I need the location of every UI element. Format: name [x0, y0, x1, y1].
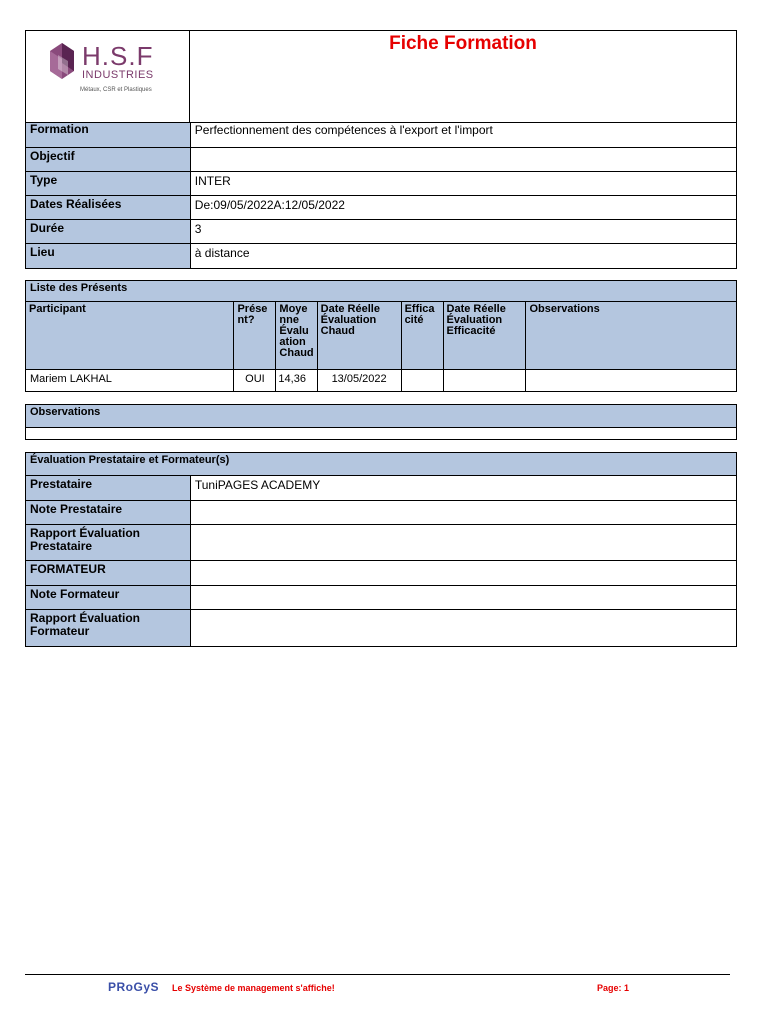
footer-page-number: Page: 1	[597, 983, 630, 993]
presents-section-title: Liste des Présents	[25, 280, 737, 302]
logo-subtitle: INDUSTRIES	[82, 69, 154, 81]
present-cell: OUI	[234, 370, 276, 392]
column-header: Date Réelle Évaluation Chaud	[317, 302, 401, 370]
row-label: Formation	[26, 123, 191, 148]
observations-value	[25, 427, 737, 440]
evaluation-row	[26, 501, 737, 525]
evaluation-row	[26, 525, 737, 561]
row-label: Lieu	[26, 244, 191, 269]
presents-table	[25, 301, 737, 392]
evaluation-table	[25, 475, 737, 647]
row-label: Durée	[26, 220, 191, 244]
formation-table	[25, 122, 737, 269]
row-value: TuniPAGES ACADEMY	[190, 476, 736, 501]
row-label: Rapport Évaluation Formateur	[26, 610, 191, 647]
footer-message: Le Système de management s'affiche!	[172, 983, 335, 993]
participant-cell: Mariem LAKHAL	[26, 370, 234, 392]
formation-row	[26, 196, 737, 220]
column-header: Observations	[526, 302, 737, 370]
row-label: Note Prestataire	[26, 501, 191, 525]
footer-divider	[25, 974, 730, 975]
row-value	[190, 501, 736, 525]
row-value	[190, 148, 736, 172]
date-efficacite-cell	[443, 370, 526, 392]
column-header: Participant	[26, 302, 234, 370]
formation-row	[26, 220, 737, 244]
moyenne-cell: 14,36	[276, 370, 317, 392]
page-title: Fiche Formation	[389, 33, 537, 54]
evaluation-row	[26, 476, 737, 501]
header-title-cell	[189, 30, 737, 123]
formation-row	[26, 244, 737, 269]
column-header: Date Réelle Évaluation Efficacité	[443, 302, 526, 370]
row-value: Perfectionnement des compétences à l'export et l'import	[190, 123, 736, 148]
row-value	[190, 525, 736, 561]
row-value: 3	[190, 220, 736, 244]
presents-header-row	[26, 302, 737, 370]
row-value: De:09/05/2022A:12/05/2022	[190, 196, 736, 220]
row-label: Objectif	[26, 148, 191, 172]
row-value: INTER	[190, 172, 736, 196]
column-header: Prése nt?	[234, 302, 276, 370]
row-value	[190, 561, 736, 586]
logo-tagline: Métaux, CSR et Plastiques	[80, 87, 152, 93]
evaluation-section-title: Évaluation Prestataire et Formateur(s)	[25, 452, 737, 476]
column-header: Effica cité	[401, 302, 443, 370]
efficacite-cell	[401, 370, 443, 392]
row-value: à distance	[190, 244, 736, 269]
formation-row	[26, 148, 737, 172]
row-label: Type	[26, 172, 191, 196]
evaluation-row	[26, 610, 737, 647]
column-header: Moye nne Évalu ation Chaud	[276, 302, 317, 370]
row-label: FORMATEUR	[26, 561, 191, 586]
row-label: Dates Réalisées	[26, 196, 191, 220]
date-chaud-cell: 13/05/2022	[317, 370, 401, 392]
observations-cell	[526, 370, 737, 392]
formation-row	[26, 123, 737, 148]
row-label: Prestataire	[26, 476, 191, 501]
row-label: Note Formateur	[26, 586, 191, 610]
logo-name: H.S.F	[82, 41, 154, 71]
header-logo-cell	[25, 30, 190, 123]
footer-brand: PRoGyS	[108, 980, 160, 994]
table-row	[26, 370, 737, 392]
row-value	[190, 610, 736, 647]
observations-section-title: Observations	[25, 404, 737, 428]
formation-row	[26, 172, 737, 196]
evaluation-row	[26, 586, 737, 610]
row-label: Rapport Évaluation Prestataire	[26, 525, 191, 561]
evaluation-row	[26, 561, 737, 586]
row-value	[190, 586, 736, 610]
